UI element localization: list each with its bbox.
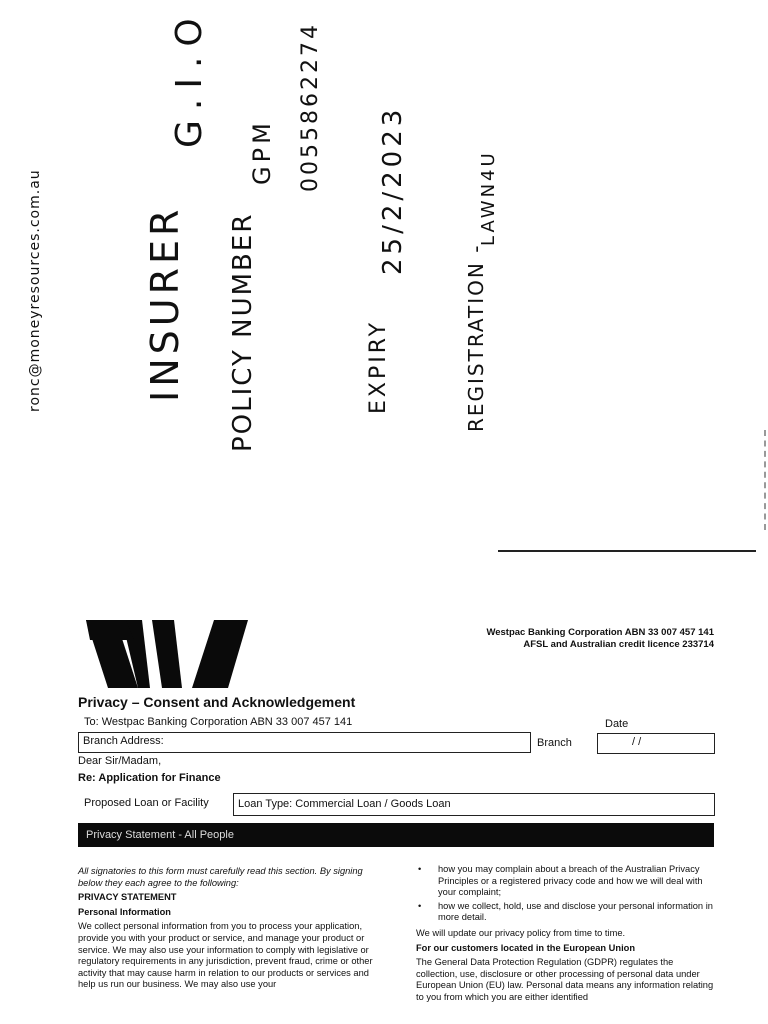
- form-title: Privacy – Consent and Acknowledgement: [78, 694, 356, 710]
- right-column: [416, 864, 714, 1007]
- handwritten-policy-label: POLICY NUMBER: [228, 212, 258, 452]
- handwritten-policy-number: 0055862274: [298, 22, 323, 192]
- list-item: [416, 864, 714, 899]
- list-item: [416, 901, 714, 924]
- personal-information-body: We collect personal information from you to process your application, provide you with your product or service, and manage your product or service. We may also use your information to comply with legislative or regulatory requirements in any jurisdiction, prevent fraud, crime or other activity that may cause harm in relation to our products or services and help us run our business. We may also use your: [78, 921, 373, 990]
- date-field[interactable]: [597, 733, 715, 754]
- policy-update-text: We will update our privacy policy from time to time.: [416, 927, 626, 938]
- bullet-text: how you may complain about a breach of the Australian Privacy Principles or a registered privacy code and how we will deal with your complaint;: [438, 864, 703, 898]
- bullet-text: how we collect, hold, use and disclose your personal information in more detail.: [438, 900, 713, 923]
- branch-address-field[interactable]: [78, 732, 531, 753]
- gdpr-text: The General Data Protection Regulation (GDPR) regulates the collection, use, disclosure or other processing of personal data under European Union (EU) law. Personal data means any information relating to you from which you are either identified: [416, 957, 714, 1002]
- loan-type-field[interactable]: [233, 793, 715, 816]
- date-label: Date: [605, 718, 629, 730]
- to-line: To: Westpac Banking Corporation ABN 33 007 457 141: [84, 716, 353, 728]
- privacy-statement-bar: Privacy Statement - All People: [78, 823, 714, 847]
- privacy-statement-heading: PRIVACY STATEMENT: [78, 892, 177, 903]
- handwritten-policy-prefix: GPM: [248, 119, 276, 185]
- corporation-details: [486, 627, 714, 651]
- re-line: Re: Application for Finance: [78, 772, 221, 784]
- handwritten-registration-label: REGISTRATION -: [464, 243, 488, 432]
- separator-line: [498, 550, 756, 552]
- branch-label: Branch: [537, 737, 572, 749]
- handwritten-insurer-value: G.I.O: [169, 8, 210, 148]
- handwritten-expiry-label: EXPIRY: [366, 319, 391, 414]
- handwritten-insurer-label: INSURER: [143, 205, 187, 402]
- branch-address-label: Branch Address:: [83, 735, 164, 747]
- handwritten-registration-value: LAWN4U: [478, 150, 499, 246]
- proposed-loan-label: Proposed Loan or Facility: [84, 797, 209, 809]
- date-value: / /: [632, 736, 642, 748]
- handwritten-expiry-value: 25/2/2023: [378, 105, 408, 275]
- bullet-icon: •: [418, 900, 422, 911]
- westpac-logo: [86, 620, 250, 688]
- salutation: Dear Sir/Madam,: [78, 755, 162, 767]
- handwritten-email: ronc@moneyresources.com.au: [27, 169, 43, 412]
- left-column: [78, 866, 374, 994]
- eu-customers-heading: For our customers located in the European Union: [416, 942, 636, 953]
- intro-text: All signatories to this form must carefully read this section. By signing below they each agree to the following:: [78, 866, 363, 888]
- scan-edge-marks: [764, 430, 768, 530]
- bullet-icon: •: [418, 864, 422, 874]
- loan-type-value: Loan Type: Commercial Loan / Goods Loan: [238, 798, 451, 810]
- corporation-licence: AFSL and Australian credit licence 233714: [523, 639, 714, 650]
- corporation-name: Westpac Banking Corporation ABN 33 007 457 141: [486, 627, 714, 638]
- personal-information-heading: Personal Information: [78, 906, 171, 917]
